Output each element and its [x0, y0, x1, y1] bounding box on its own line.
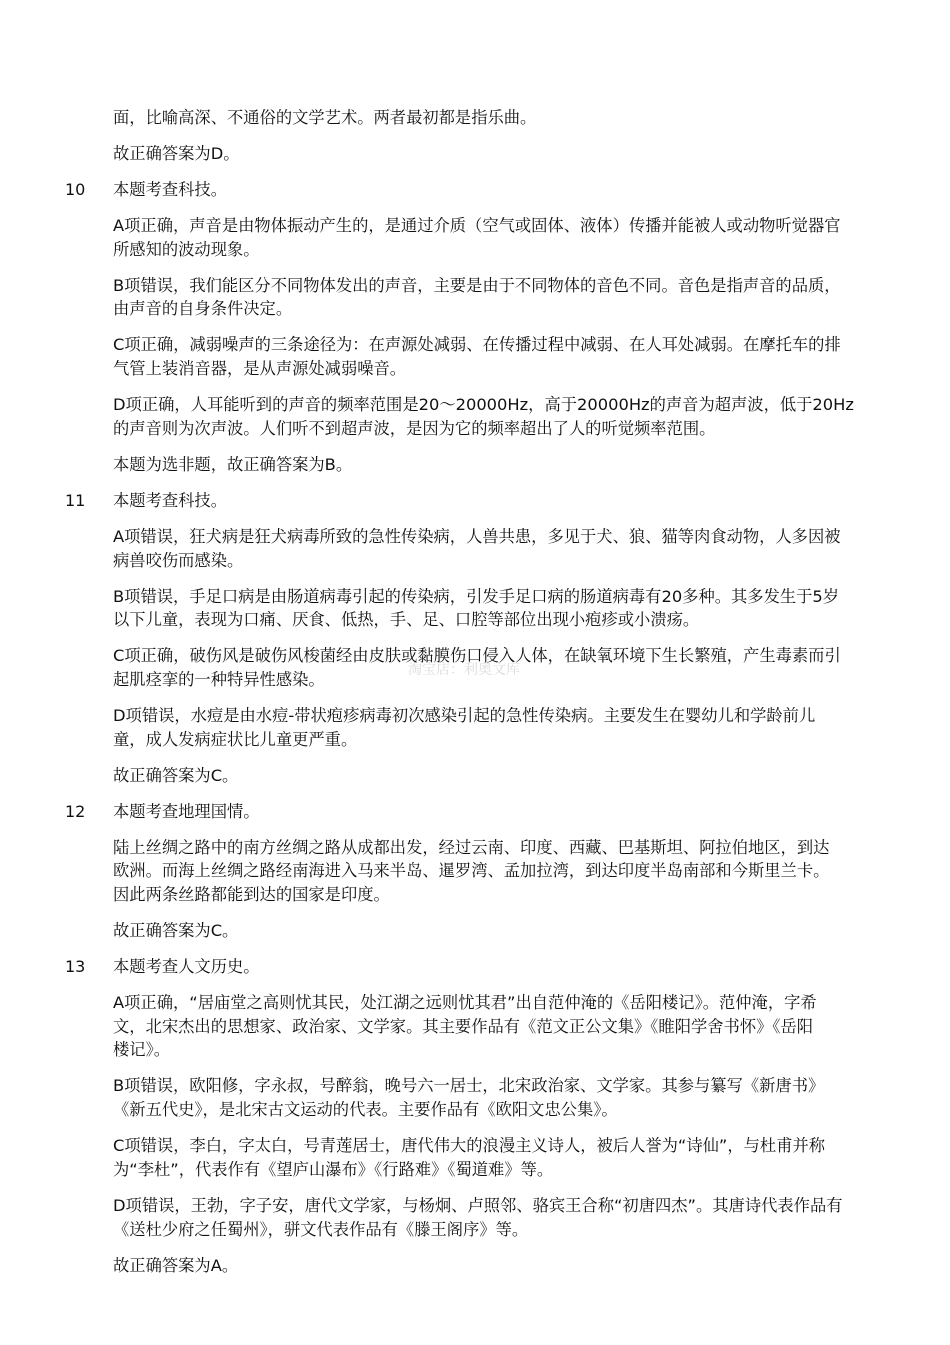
question-number: 10: [65, 180, 86, 199]
text-line: 本题考查地理国情。: [113, 801, 260, 821]
paragraph: [0, 393, 950, 440]
question-number: 13: [65, 957, 86, 977]
text-line: 陆上丝绸之路中的南方丝绸之路从成都出发，经过云南、印度、西藏、巴基斯坦、阿拉伯地区，到达: [113, 837, 830, 857]
text-line: 故正确答案为C。: [113, 921, 239, 941]
text-line: 由声音的自身条件决定。: [113, 299, 293, 319]
text-line: D项错误，水痘是由水痘-带状疱疹病毒初次感染引起的急性传染病。主要发生在婴幼儿和学龄前儿: [113, 705, 816, 725]
text-line: 本题考查科技。: [113, 180, 227, 199]
text-line: 为“李杜”，代表作有《望庐山瀑布》《行路难》《蜀道难》等。: [113, 1159, 554, 1179]
text-line: 故正确答案为D。: [113, 144, 240, 163]
text-line: 文，北宋杰出的思想家、政治家、文学家。其主要作品有《范文正公文集》《睢阳学舍书怀》《岳阳: [113, 1016, 814, 1036]
paragraph: [0, 991, 950, 1062]
answer-line: [0, 764, 950, 788]
text-line: 面，比喻高深、不通俗的文学艺术。两者最初都是指乐曲。: [113, 108, 537, 127]
paragraph: [0, 1194, 950, 1241]
paragraph: [0, 525, 950, 572]
answer-line: [0, 919, 950, 943]
text-line: 以下儿童，表现为口痛、厌食、低热，手、足、口腔等部位出现小疱疹或小溃疡。: [113, 610, 700, 630]
text-line: 所感知的波动现象。: [113, 239, 260, 259]
text-line: B项错误，欧阳修，字永叔，号醉翁，晚号六一居士，北宋政治家、文学家。其参与纂写《新唐书》: [113, 1076, 825, 1096]
text-line: 楼记》。: [113, 1040, 170, 1060]
text-line: 欧洲。而海上丝绸之路经南海进入马来半岛、暹罗湾、孟加拉湾，到达印度半岛南部和今斯里兰卡。: [113, 861, 830, 881]
text-line: B项错误，我们能区分不同物体发出的声音，主要是由于不同物体的音色不同。音色是指声音的品质，: [113, 275, 841, 295]
paragraph: [0, 333, 950, 380]
answer-line: [0, 142, 950, 166]
answer-line: [0, 1254, 950, 1278]
paragraph: [0, 836, 950, 907]
text-line: D项正确，人耳能听到的声音的频率范围是20～20000Hz，高于20000Hz的声音为超声波，低于20Hz: [113, 395, 854, 415]
text-line: A项正确，“居庙堂之高则忧其民，处江湖之远则忧其君”出自范仲淹的《岳阳楼记》。范仲淹，字希: [113, 993, 817, 1013]
text-line: 故正确答案为C。: [113, 765, 239, 785]
text-line: C项正确，破伤风是破伤风梭菌经由皮肤或黏膜伤口侵入人体，在缺氧环境下生长繁殖，产生毒素而引: [113, 646, 841, 666]
text-line: 本题为选非题，故正确答案为B。: [113, 454, 353, 474]
question-number: 12: [65, 801, 86, 821]
question-header: [0, 800, 950, 824]
text-line: 气管上装消音器，是从声源处减弱噪音。: [113, 359, 407, 379]
paragraph: [0, 106, 950, 130]
question-header: [0, 178, 950, 202]
watermark: 淘宝店：利奥文库: [408, 662, 520, 678]
paragraph: [0, 1074, 950, 1121]
paragraph: [0, 274, 950, 321]
paragraph: [0, 1134, 950, 1181]
question-header: [0, 955, 950, 979]
text-line: 起肌痉挛的一种特异性感染。: [113, 669, 325, 689]
text-line: A项错误，狂犬病是狂犬病毒所致的急性传染病，人兽共患，多见于犬、狼、猫等肉食动物，人多因被: [113, 526, 841, 546]
text-line: 的声音则为次声波。人们听不到超声波，是因为它的频率超出了人的听觉频率范围。: [113, 418, 716, 438]
text-line: A项正确，声音是由物体振动产生的，是通过介质（空气或固体、液体）传播并能被人或动物听觉器官: [113, 216, 841, 235]
text-line: 童，成人发病症状比儿童更严重。: [113, 729, 358, 749]
paragraph: [0, 704, 950, 751]
text-line: 故正确答案为A。: [113, 1255, 239, 1275]
text-line: C项错误，李白，字太白，号青莲居士，唐代伟大的浪漫主义诗人，被后人誉为“诗仙”，与杜甫并称: [113, 1136, 826, 1156]
text-line: 本题考查科技。: [113, 490, 227, 510]
text-line: 因此两条丝路都能到达的国家是印度。: [113, 885, 390, 905]
question-number: 11: [65, 490, 86, 510]
text-line: 病兽咬伤而感染。: [113, 550, 244, 570]
paragraph: [0, 214, 950, 261]
paragraph: [0, 585, 950, 632]
text-line: 《送杜少府之任蜀州》，骈文代表作品有《滕王阁序》等。: [113, 1219, 529, 1239]
text-line: 本题考查人文历史。: [113, 957, 260, 977]
answer-line: [0, 453, 950, 477]
text-line: D项错误，王勃，字子安，唐代文学家，与杨炯、卢照邻、骆宾王合称“初唐四杰”。其唐诗代表作品有: [113, 1195, 843, 1215]
text-line: C项正确，减弱噪声的三条途径为：在声源处减弱、在传播过程中减弱、在人耳处减弱。在摩托车的排: [113, 335, 841, 355]
text-line: 《新五代史》，是北宋古文运动的代表。主要作品有《欧阳文忠公集》。: [113, 1100, 618, 1120]
text-line: B项错误，手足口病是由肠道病毒引起的传染病，引发手足口病的肠道病毒有20多种。其多发生于5岁: [113, 586, 840, 606]
question-header: [0, 489, 950, 513]
